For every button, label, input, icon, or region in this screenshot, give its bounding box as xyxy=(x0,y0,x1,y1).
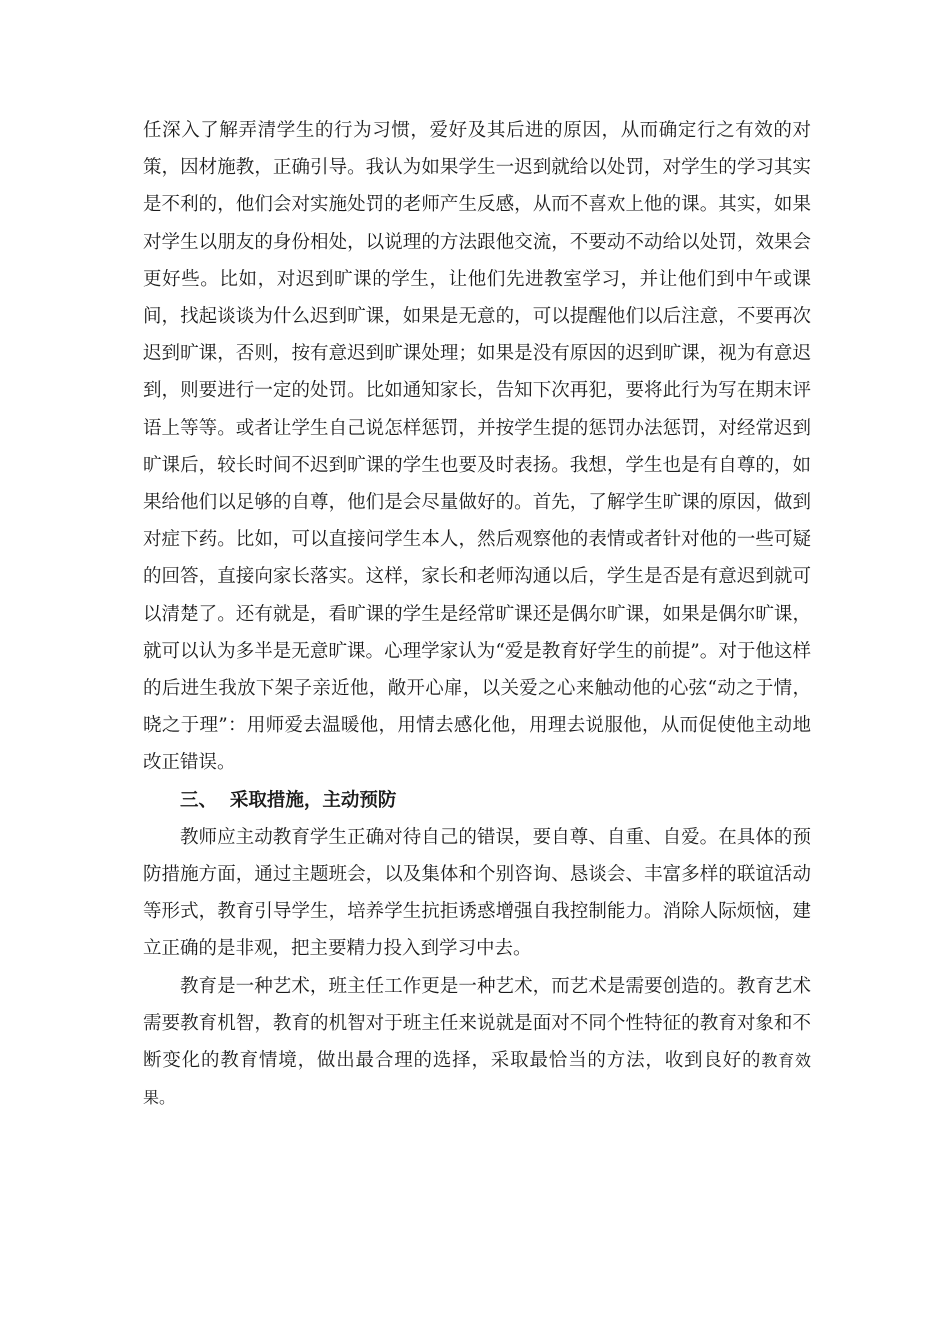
paragraph-education-art xyxy=(143,968,811,1117)
document-body xyxy=(143,112,811,1116)
paragraph-continuation: 任深入了解弄清学生的行为习惯，爱好及其后进的原因，从而确定行之有效的对策，因材施教，正确引导。我认为如果学生一迟到就给以处罚，对学生的学习其实是不利的，他们会对实施处罚的老师产生反感，从而不喜欢上他的课。其实，如果对学生以朋友的身份相处，以说理的方法跟他交流，不要动不动给以处罚，效果会更好些。比如，对迟到旷课的学生，让他们先进教室学习，并让他们到中午或课间，找起谈谈为什么迟到旷课，如果是无意的，可以提醒他们以后注意，不要再次迟到旷课，否则，按有意迟到旷课处理；如果是没有原因的迟到旷课，视为有意迟到，则要进行一定的处罚。比如通知家长，告知下次再犯，要将此行为写在期末评语上等等。或者让学生自己说怎样惩罚，并按学生提的惩罚办法惩罚，对经常迟到旷课后，较长时间不迟到旷课的学生也要及时表扬。我想，学生也是有自尊的，如果给他们以足够的自尊，他们是会尽量做好的。首先，了解学生旷课的原因，做到对症下药。比如，可以直接问学生本人，然后观察他的表情或者针对他的一些可疑的回答，直接向家长落实。这样，家长和老师沟通以后，学生是否是有意迟到就可以清楚了。还有就是，看旷课的学生是经常旷课还是偶尔旷课，如果是偶尔旷课，就可以认为多半是无意旷课。心理学家认为“爱是教育好学生的前提”。对于他这样的后进生我放下架子亲近他，敞开心扉，以关爱之心来触动他的心弦“动之于情，晓之于理”：用师爱去温暖他，用情去感化他，用理去说服他，从而促使他主动地改正错误。 xyxy=(143,120,811,774)
section-heading-3: 三、 采取措施，主动预防 xyxy=(180,789,397,811)
paragraph-education-art-tail: 教育效果。 xyxy=(143,1051,811,1108)
paragraph-education-art-main: 教育是一种艺术，班主任工作更是一种艺术，而艺术是需要创造的。教育艺术需要教育机智，教育的机智对于班主任来说就是面对不同个性特征的教育对象和不断变化的教育情境，做出最合理的选择，采取最恰当的方法，收到良好的 xyxy=(143,975,811,1072)
paragraph-prevention: 教师应主动教育学生正确对待自己的错误，要自尊、自重、自爱。在具体的预防措施方面，通过主题班会，以及集体和个别咨询、恳谈会、丰富多样的联谊活动等形式，教育引导学生，培养学生抗拒诱惑增强自我控制能力。消除人际烦恼，建立正确的是非观，把主要精力投入到学习中去。 xyxy=(143,826,811,960)
